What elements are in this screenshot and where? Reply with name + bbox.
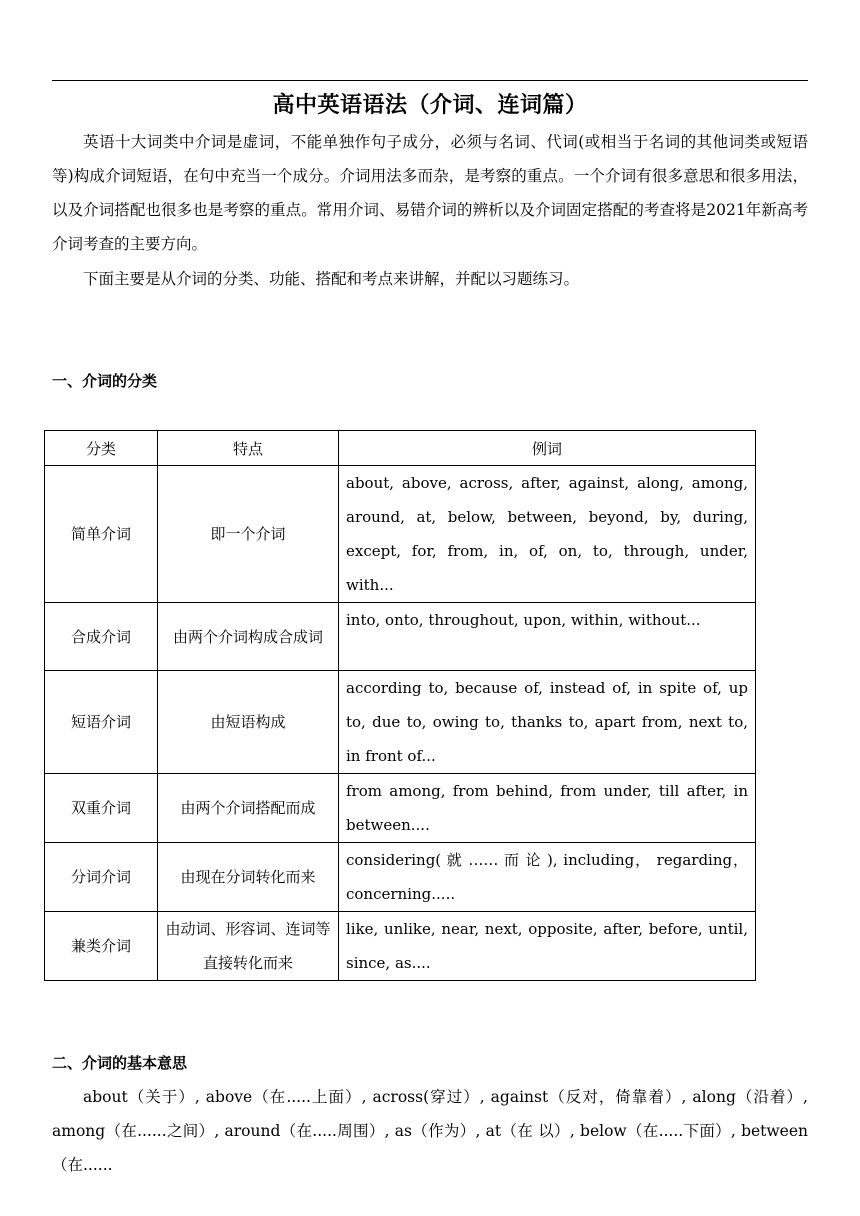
preposition-classification-table [44, 430, 756, 981]
feature-cell: 由两个介词搭配而成 [158, 774, 339, 843]
examples-cell: considering( 就 …… 而 论 ), including， regarding，concerning..... [339, 843, 756, 912]
feature-cell: 即一个介词 [158, 466, 339, 603]
examples-cell: from among, from behind, from under, till after, in between.... [339, 774, 756, 843]
section-heading-basic-meaning: 二、介词的基本意思 [52, 1054, 188, 1072]
table-header-row [45, 431, 756, 466]
examples-cell: into, onto, throughout, upon, within, without... [339, 603, 756, 671]
page-title: 高中英语语法（介词、连词篇） [272, 93, 588, 118]
table-row [45, 671, 756, 774]
table-header-cell: 例词 [339, 431, 756, 466]
table-row [45, 603, 756, 671]
feature-cell: 由两个介词构成合成词 [158, 603, 339, 671]
category-cell: 分词介词 [45, 843, 158, 912]
examples-cell: according to, because of, instead of, in spite of, up to, due to, owing to, thanks to, apart from, next to, in front of... [339, 671, 756, 774]
section-heading-classification: 一、介词的分类 [52, 372, 158, 390]
category-cell: 合成介词 [45, 603, 158, 671]
table-header-cell: 特点 [158, 431, 339, 466]
category-cell: 兼类介词 [45, 912, 158, 981]
examples-cell: like, unlike, near, next, opposite, after, before, until, since, as.... [339, 912, 756, 981]
intro-paragraph-2: 下面主要是从介词的分类、功能、搭配和考点来讲解，并配以习题练习。 [83, 270, 580, 288]
category-cell: 简单介词 [45, 466, 158, 603]
category-cell: 双重介词 [45, 774, 158, 843]
table-row [45, 774, 756, 843]
table-header-cell: 分类 [45, 431, 158, 466]
basic-meaning-paragraph: about（关于）, above（在.....上面）, across(穿过）, against（反对，倚靠着）, along（沿着）, among（在......之间）, around（在.....周围）, as（作为）, at（在 以）, below（在.....下面）, between（在...... [52, 1088, 808, 1174]
examples-cell: about, above, across, after, against, along, among, around, at, below, between, beyond, by, during, except, for, from, in, of, on, to, through, under, with... [339, 466, 756, 603]
table-row [45, 912, 756, 981]
intro-paragraph-1: 英语十大词类中介词是虚词，不能单独作句子成分，必须与名词、代词(或相当于名词的其他词类或短语等)构成介词短语，在句中充当一个成分。介词用法多而杂，是考察的重点。一个介词有很多意思和很多用法，以及介词搭配也很多也是考察的重点。常用介词、易错介词的辨析以及介词固定搭配的考查将是2021年新高考介词考查的主要方向。 [52, 133, 808, 253]
table-row [45, 466, 756, 603]
table-row [45, 843, 756, 912]
category-cell: 短语介词 [45, 671, 158, 774]
feature-cell: 由短语构成 [158, 671, 339, 774]
feature-cell: 由现在分词转化而来 [158, 843, 339, 912]
top-rule [52, 80, 808, 81]
feature-cell: 由动词、形容词、连词等直接转化而来 [158, 912, 339, 981]
